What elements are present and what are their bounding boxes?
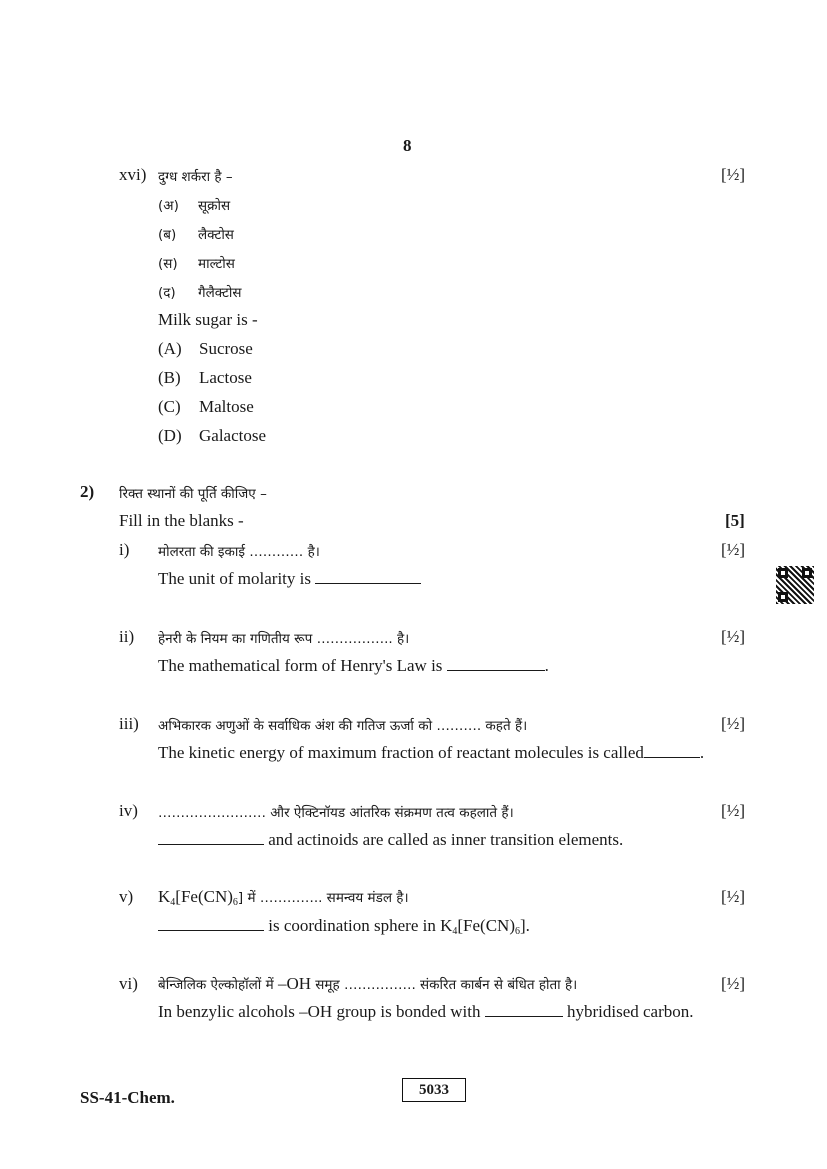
- part-text-end: .: [699, 743, 705, 762]
- question-number: xvi): [119, 165, 147, 184]
- option-label: (द): [158, 285, 176, 301]
- part-text: The kinetic energy of maximum fraction of reactant molecules is called: [158, 743, 644, 762]
- part-text: The unit of molarity is: [158, 569, 311, 588]
- part-text-english: [158, 743, 704, 763]
- option-text: सूक्रोस: [198, 198, 231, 214]
- part-number: v): [119, 887, 134, 906]
- formula-fecn: [Fe(CN): [457, 916, 515, 935]
- part-text-english: [158, 916, 530, 937]
- answer-blank: [485, 1002, 563, 1017]
- option-text: Lactose: [199, 368, 252, 387]
- marks-label: [½]: [721, 714, 746, 733]
- part-text-hindi: …………………… और ऐक्टिनॉयड आंतरिक संक्रमण तत्व कहलाते हैं।: [158, 805, 514, 821]
- part-text-english: [158, 1002, 694, 1022]
- option-text: Sucrose: [199, 339, 253, 358]
- answer-blank: [447, 656, 545, 671]
- question-heading-english: Fill in the blanks -: [119, 511, 244, 530]
- option-label: (ब): [158, 227, 177, 243]
- part-text: and actinoids are called as inner transition elements.: [268, 830, 624, 849]
- option-text: Maltose: [199, 397, 254, 416]
- marks-label: [5]: [725, 511, 745, 530]
- part-text-end: ].: [520, 916, 530, 935]
- part-text-english: [158, 830, 623, 850]
- marks-label: [½]: [721, 801, 746, 820]
- marks-label: [½]: [721, 165, 746, 184]
- subscript: 4: [170, 897, 176, 908]
- part-number: vi): [119, 974, 138, 993]
- paper-code: SS-41-Chem.: [80, 1088, 175, 1107]
- option-label: (B): [158, 368, 181, 387]
- answer-blank: [158, 830, 264, 845]
- part-text: ] में ………….. समन्वय मंडल है।: [237, 890, 409, 906]
- option-label: (C): [158, 397, 181, 416]
- marks-label: [½]: [721, 974, 746, 993]
- marks-label: [½]: [721, 887, 746, 906]
- subscript: 6: [515, 926, 520, 937]
- part-text-hindi: हेनरी के नियम का गणितीय रूप …………….. है।: [158, 631, 410, 647]
- part-text-hindi: अभिकारक अणुओं के सर्वाधिक अंश की गतिज ऊर्जा को ………. कहते हैं।: [158, 718, 528, 734]
- option-label: (अ): [158, 198, 179, 214]
- formula-k: K: [158, 887, 171, 906]
- part-text-english: [158, 656, 549, 676]
- option-text: लैक्टोस: [198, 227, 234, 243]
- option-text: गैलैक्टोस: [198, 285, 242, 301]
- part-text-hindi: [158, 887, 409, 908]
- formula-fecn: [Fe(CN): [175, 887, 233, 906]
- subscript: 6: [232, 897, 238, 908]
- option-text: Galactose: [199, 426, 267, 445]
- question-text-hindi: दुग्ध शर्करा है –: [158, 169, 233, 185]
- answer-blank: [644, 743, 700, 758]
- question-number: 2): [80, 482, 95, 501]
- formula-oh: –OH: [277, 974, 312, 993]
- part-number: ii): [119, 627, 135, 646]
- part-number: i): [119, 540, 130, 559]
- part-text: In benzylic alcohols –OH group is bonded with: [158, 1002, 481, 1021]
- part-text-hindi: [158, 974, 577, 994]
- qr-code: [776, 566, 814, 604]
- part-text: The mathematical form of Henry's Law is: [158, 656, 443, 675]
- answer-blank: [158, 916, 264, 931]
- subscript: 4: [452, 926, 458, 937]
- page-number: 8: [403, 136, 412, 155]
- part-text: is coordination sphere in K: [268, 916, 453, 935]
- code-box: 5033: [402, 1078, 466, 1102]
- marks-label: [½]: [721, 627, 746, 646]
- marks-label: [½]: [721, 540, 746, 559]
- part-number: iii): [119, 714, 139, 733]
- part-text: बेन्जिलिक ऐल्कोहॉलों में: [158, 977, 278, 993]
- part-text-end: .: [544, 656, 549, 675]
- part-number: iv): [119, 801, 138, 820]
- part-text: समूह ……………. संकरित कार्बन से बंधित होता है।: [311, 977, 578, 993]
- option-label: (D): [158, 426, 182, 445]
- option-text: माल्टोस: [198, 256, 235, 272]
- option-label: (स): [158, 256, 178, 272]
- question-heading-hindi: रिक्त स्थानों की पूर्ति कीजिए –: [119, 486, 267, 502]
- question-text-english: Milk sugar is -: [158, 310, 258, 329]
- part-text-hindi: मोलरता की इकाई ………… है।: [158, 544, 320, 560]
- option-label: (A): [158, 339, 182, 358]
- part-text-english: [158, 569, 421, 589]
- part-text-end: hybridised carbon.: [566, 1002, 694, 1021]
- answer-blank: [315, 569, 421, 584]
